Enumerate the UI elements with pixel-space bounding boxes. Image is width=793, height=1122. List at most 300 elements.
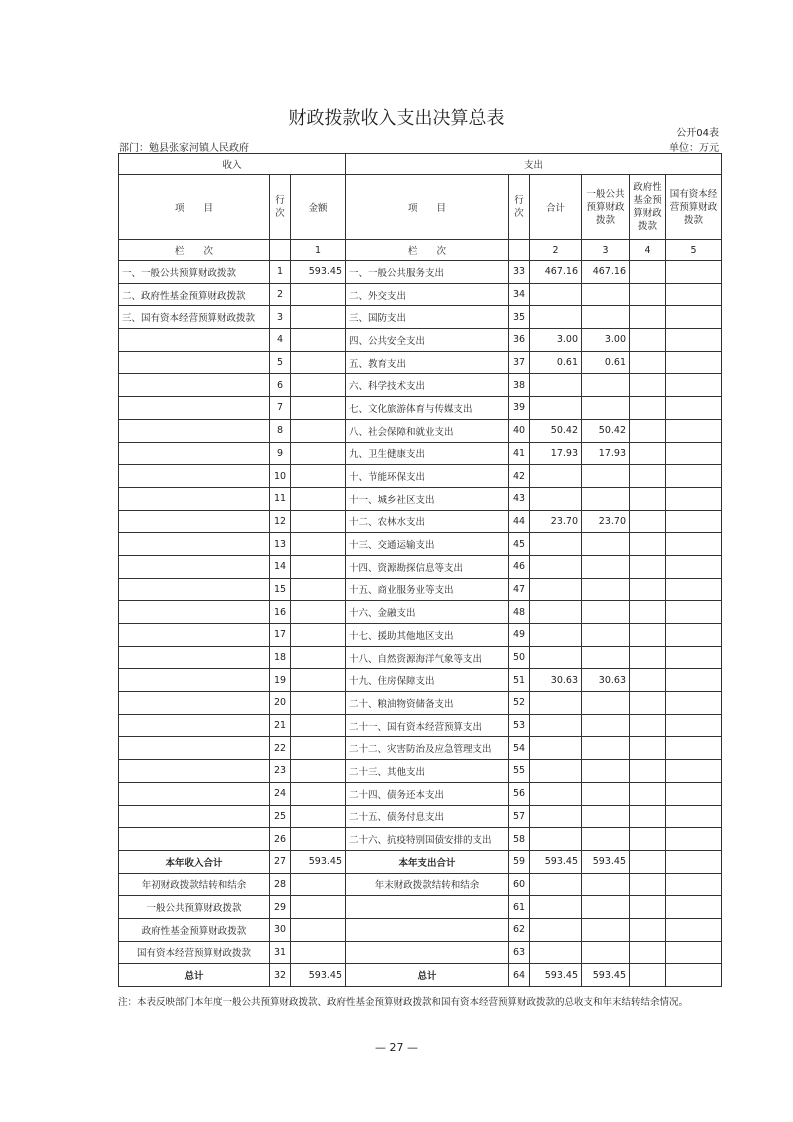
state-capital-cell: [666, 578, 722, 601]
gov-fund-header: 政府性基金预算财政拨款: [630, 175, 666, 240]
table-row: [119, 487, 722, 510]
general-budget-cell: [582, 465, 630, 488]
income-item-cell: [119, 374, 270, 397]
income-amount-cell: [291, 397, 346, 420]
income-amount-cell: 593.45: [291, 850, 346, 873]
table-row: [119, 374, 722, 397]
expense-item-cell: 六、科学技术支出: [346, 374, 509, 397]
page-number: — 27 —: [375, 1041, 418, 1054]
state-capital-cell: [666, 329, 722, 352]
page-title: 财政拨款收入支出决算总表: [288, 108, 505, 129]
income-amount-cell: [291, 601, 346, 624]
general-budget-cell: [582, 896, 630, 919]
general-budget-cell: [582, 283, 630, 306]
table-row: [119, 329, 722, 352]
expense-line-cell: 39: [509, 397, 530, 420]
income-amount-cell: [291, 941, 346, 964]
state-capital-cell: [666, 465, 722, 488]
state-capital-cell: [666, 692, 722, 715]
state-capital-cell: [666, 306, 722, 329]
income-amount-cell: [291, 351, 346, 374]
income-line-cell: 2: [270, 283, 291, 306]
state-capital-cell: [666, 419, 722, 442]
income-line-cell: 9: [270, 442, 291, 465]
gov-fund-cell: [630, 465, 666, 488]
income-line-cell: 20: [270, 692, 291, 715]
summary-row: [119, 964, 722, 987]
expense-item-cell: 十七、援助其他地区支出: [346, 624, 509, 647]
gov-fund-cell: [630, 374, 666, 397]
income-line-cell: 23: [270, 760, 291, 783]
income-col-label: 栏 次: [119, 240, 270, 261]
total-cell: [530, 283, 582, 306]
expense-line-cell: 58: [509, 828, 530, 851]
income-amount-cell: [291, 533, 346, 556]
total-cell: [530, 646, 582, 669]
general-budget-cell: [582, 737, 630, 760]
expense-line-cell: 33: [509, 261, 530, 284]
income-amount-cell: [291, 578, 346, 601]
gov-fund-cell: [630, 828, 666, 851]
state-capital-cell: [666, 782, 722, 805]
income-amount-cell: [291, 714, 346, 737]
income-line-cell: 32: [270, 964, 291, 987]
income-amount-cell: [291, 442, 346, 465]
income-amount-cell: [291, 419, 346, 442]
state-capital-cell: [666, 873, 722, 896]
expense-item-cell: 总计: [346, 964, 509, 987]
general-budget-cell: [582, 624, 630, 647]
income-item-cell: 政府性基金预算财政拨款: [119, 918, 270, 941]
gov-fund-cell: [630, 714, 666, 737]
income-amount-cell: [291, 487, 346, 510]
form-number: 公开04表: [676, 128, 719, 139]
general-budget-cell: [582, 760, 630, 783]
total-cell: [530, 533, 582, 556]
income-line-cell: 24: [270, 782, 291, 805]
expense-item-cell: 十八、自然资源海洋气象等支出: [346, 646, 509, 669]
gov-fund-cell: [630, 601, 666, 624]
expense-line-cell: 59: [509, 850, 530, 873]
gov-fund-cell: [630, 351, 666, 374]
income-line-cell: 27: [270, 850, 291, 873]
income-line-cell: 29: [270, 896, 291, 919]
expense-item-cell: 二十四、债务还本支出: [346, 782, 509, 805]
income-amount-cell: [291, 896, 346, 919]
general-budget-cell: [582, 397, 630, 420]
general-budget-cell: [582, 714, 630, 737]
general-budget-cell: [582, 487, 630, 510]
income-amount-cell: [291, 510, 346, 533]
income-line-cell: 4: [270, 329, 291, 352]
income-line-cell: 10: [270, 465, 291, 488]
state-capital-cell: [666, 442, 722, 465]
expense-item-cell: [346, 896, 509, 919]
general-budget-cell: [582, 692, 630, 715]
total-cell: [530, 918, 582, 941]
income-amount-cell: [291, 692, 346, 715]
income-amount-cell: [291, 873, 346, 896]
expense-line-cell: 48: [509, 601, 530, 624]
general-budget-cell: [582, 941, 630, 964]
income-item-cell: [119, 714, 270, 737]
expense-item-cell: 七、文化旅游体育与传媒支出: [346, 397, 509, 420]
income-item-cell: [119, 397, 270, 420]
total-cell: 0.61: [530, 351, 582, 374]
col-5-label: 5: [666, 240, 722, 261]
income-line-cell: 26: [270, 828, 291, 851]
total-cell: [530, 555, 582, 578]
table-row: [119, 601, 722, 624]
gov-fund-cell: [630, 782, 666, 805]
income-amount-cell: [291, 805, 346, 828]
expense-item-cell: 十二、农林水支出: [346, 510, 509, 533]
state-capital-cell: [666, 850, 722, 873]
income-item-cell: 总计: [119, 964, 270, 987]
expense-line-cell: 56: [509, 782, 530, 805]
income-item-cell: [119, 646, 270, 669]
income-item-cell: 年初财政拨款结转和结余: [119, 873, 270, 896]
state-capital-cell: [666, 283, 722, 306]
state-capital-cell: [666, 533, 722, 556]
col-3-label: 3: [582, 240, 630, 261]
state-capital-cell: [666, 487, 722, 510]
total-cell: [530, 737, 582, 760]
general-budget-cell: [582, 918, 630, 941]
income-amount-cell: [291, 306, 346, 329]
total-cell: [530, 487, 582, 510]
income-item-cell: 三、国有资本经营预算财政拨款: [119, 306, 270, 329]
gov-fund-cell: [630, 760, 666, 783]
expense-item-cell: 十三、交通运输支出: [346, 533, 509, 556]
expense-line-cell: 60: [509, 873, 530, 896]
general-budget-cell: [582, 533, 630, 556]
expense-item-cell: 一、一般公共服务支出: [346, 261, 509, 284]
income-amount-cell: [291, 329, 346, 352]
expense-item-cell: 二十一、国有资本经营预算支出: [346, 714, 509, 737]
income-line-cell: 7: [270, 397, 291, 420]
income-amount-cell: [291, 283, 346, 306]
table-row: [119, 442, 722, 465]
state-capital-cell: [666, 828, 722, 851]
expense-line-cell: 61: [509, 896, 530, 919]
income-amount-cell: 593.45: [291, 261, 346, 284]
state-capital-cell: [666, 669, 722, 692]
income-amount-cell: [291, 646, 346, 669]
income-header: 收入: [119, 154, 346, 175]
table-row: [119, 714, 722, 737]
income-item-cell: 本年收入合计: [119, 850, 270, 873]
table-row: [119, 669, 722, 692]
general-budget-cell: 3.00: [582, 329, 630, 352]
income-item-cell: [119, 578, 270, 601]
income-item-cell: [119, 419, 270, 442]
income-item-cell: 一、一般公共预算财政拨款: [119, 261, 270, 284]
state-capital-cell: [666, 918, 722, 941]
gov-fund-cell: [630, 533, 666, 556]
total-cell: 17.93: [530, 442, 582, 465]
general-budget-cell: [582, 306, 630, 329]
state-capital-cell: [666, 510, 722, 533]
state-capital-cell: [666, 624, 722, 647]
state-capital-cell: [666, 896, 722, 919]
income-line-cell: 21: [270, 714, 291, 737]
unit-label: 单位：万元: [669, 143, 719, 154]
income-line-cell: 30: [270, 918, 291, 941]
expense-item-cell: 十九、住房保障支出: [346, 669, 509, 692]
expense-line-cell: 46: [509, 555, 530, 578]
total-cell: [530, 306, 582, 329]
general-budget-cell: 23.70: [582, 510, 630, 533]
gov-fund-cell: [630, 737, 666, 760]
table-row: [119, 782, 722, 805]
col-4-label: 4: [630, 240, 666, 261]
expense-line-cell: 54: [509, 737, 530, 760]
income-item-cell: [119, 533, 270, 556]
total-cell: [530, 601, 582, 624]
table-row: [119, 510, 722, 533]
income-line-cell: 28: [270, 873, 291, 896]
state-capital-cell: [666, 601, 722, 624]
income-line-cell: 8: [270, 419, 291, 442]
income-line-cell: 16: [270, 601, 291, 624]
state-capital-cell: [666, 646, 722, 669]
income-amount-cell: [291, 624, 346, 647]
total-cell: [530, 624, 582, 647]
total-cell: [530, 782, 582, 805]
table-row: [119, 351, 722, 374]
expense-line-cell: 53: [509, 714, 530, 737]
table-row: [119, 419, 722, 442]
total-header: 合计: [530, 175, 582, 240]
income-line-cell: 25: [270, 805, 291, 828]
table-row: [119, 261, 722, 284]
general-budget-cell: 0.61: [582, 351, 630, 374]
table-row: [119, 828, 722, 851]
total-cell: [530, 714, 582, 737]
gov-fund-cell: [630, 941, 666, 964]
income-line-cell: 3: [270, 306, 291, 329]
expense-line-cell: 36: [509, 329, 530, 352]
expense-line-cell: 34: [509, 283, 530, 306]
table-note: 注：本表反映部门本年度一般公共预算财政拨款、政府性基金预算财政拨款和国有资本经营预算财政拨款的总收支和年末结转结余情况。: [118, 997, 689, 1008]
expense-item-header: 项 目: [346, 175, 509, 240]
gov-fund-cell: [630, 487, 666, 510]
table-row: [119, 578, 722, 601]
expense-line-cell: 50: [509, 646, 530, 669]
gov-fund-cell: [630, 873, 666, 896]
expense-line-cell: 35: [509, 306, 530, 329]
income-amount-cell: [291, 918, 346, 941]
income-item-cell: [119, 624, 270, 647]
table-row: [119, 646, 722, 669]
income-line-cell: 17: [270, 624, 291, 647]
expense-item-cell: 二十、粮油物资储备支出: [346, 692, 509, 715]
income-line-cell: 6: [270, 374, 291, 397]
expense-item-cell: [346, 941, 509, 964]
income-item-cell: 国有资本经营预算财政拨款: [119, 941, 270, 964]
expense-line-cell: 43: [509, 487, 530, 510]
total-cell: 593.45: [530, 850, 582, 873]
expense-line-cell: 64: [509, 964, 530, 987]
gov-fund-cell: [630, 442, 666, 465]
summary-row: [119, 918, 722, 941]
income-line-cell: 1: [270, 261, 291, 284]
gov-fund-cell: [630, 896, 666, 919]
income-item-cell: [119, 487, 270, 510]
total-cell: [530, 873, 582, 896]
col-1-label: 1: [291, 240, 346, 261]
state-capital-cell: [666, 351, 722, 374]
total-cell: [530, 896, 582, 919]
total-cell: 30.63: [530, 669, 582, 692]
income-item-header: 项 目: [119, 175, 270, 240]
state-capital-cell: [666, 555, 722, 578]
expense-line-col-label: [509, 240, 530, 261]
income-amount-cell: 593.45: [291, 964, 346, 987]
budget-summary-table: [118, 153, 722, 987]
gov-fund-cell: [630, 964, 666, 987]
expense-item-cell: 四、公共安全支出: [346, 329, 509, 352]
expense-line-cell: 41: [509, 442, 530, 465]
expense-line-cell: 42: [509, 465, 530, 488]
expense-item-cell: 年末财政拨款结转和结余: [346, 873, 509, 896]
income-line-cell: 22: [270, 737, 291, 760]
total-cell: [530, 941, 582, 964]
general-budget-cell: [582, 782, 630, 805]
expense-col-label: 栏 次: [346, 240, 509, 261]
expense-header: 支出: [346, 154, 722, 175]
expense-line-cell: 47: [509, 578, 530, 601]
income-line-header: 行次: [270, 175, 291, 240]
table-row: [119, 397, 722, 420]
general-budget-cell: [582, 873, 630, 896]
table-row: [119, 805, 722, 828]
table-row: [119, 624, 722, 647]
total-cell: [530, 760, 582, 783]
total-cell: [530, 805, 582, 828]
state-capital-cell: [666, 397, 722, 420]
general-budget-cell: 17.93: [582, 442, 630, 465]
general-budget-cell: 593.45: [582, 964, 630, 987]
gov-fund-cell: [630, 261, 666, 284]
general-budget-cell: [582, 601, 630, 624]
total-cell: 50.42: [530, 419, 582, 442]
expense-item-cell: 二十三、其他支出: [346, 760, 509, 783]
expense-line-cell: 38: [509, 374, 530, 397]
income-item-cell: [119, 351, 270, 374]
total-cell: 3.00: [530, 329, 582, 352]
state-capital-cell: [666, 374, 722, 397]
income-item-cell: [119, 737, 270, 760]
state-capital-cell: [666, 714, 722, 737]
expense-line-cell: 63: [509, 941, 530, 964]
total-cell: [530, 465, 582, 488]
income-item-cell: [119, 601, 270, 624]
gov-fund-cell: [630, 692, 666, 715]
general-budget-cell: [582, 578, 630, 601]
state-capital-cell: [666, 805, 722, 828]
total-cell: [530, 397, 582, 420]
income-line-cell: 11: [270, 487, 291, 510]
state-capital-cell: [666, 964, 722, 987]
gov-fund-cell: [630, 555, 666, 578]
income-item-cell: [119, 465, 270, 488]
expense-line-cell: 37: [509, 351, 530, 374]
income-line-col-label: [270, 240, 291, 261]
general-budget-cell: 50.42: [582, 419, 630, 442]
table-row: [119, 533, 722, 556]
table-row: [119, 737, 722, 760]
gov-fund-cell: [630, 419, 666, 442]
expense-item-cell: 十五、商业服务业等支出: [346, 578, 509, 601]
expense-item-cell: 五、教育支出: [346, 351, 509, 374]
income-item-cell: [119, 555, 270, 578]
income-item-cell: 二、政府性基金预算财政拨款: [119, 283, 270, 306]
income-line-cell: 31: [270, 941, 291, 964]
expense-line-cell: 45: [509, 533, 530, 556]
gov-fund-cell: [630, 624, 666, 647]
gov-fund-cell: [630, 306, 666, 329]
table-row: [119, 760, 722, 783]
general-budget-cell: [582, 805, 630, 828]
expense-line-header: 行次: [509, 175, 530, 240]
income-amount-cell: [291, 760, 346, 783]
expense-line-cell: 49: [509, 624, 530, 647]
gov-fund-cell: [630, 510, 666, 533]
income-line-cell: 14: [270, 555, 291, 578]
gov-fund-cell: [630, 850, 666, 873]
income-line-cell: 19: [270, 669, 291, 692]
expense-item-cell: 十六、金融支出: [346, 601, 509, 624]
total-cell: [530, 828, 582, 851]
gov-fund-cell: [630, 646, 666, 669]
expense-item-cell: [346, 918, 509, 941]
summary-row: [119, 873, 722, 896]
expense-item-cell: 八、社会保障和就业支出: [346, 419, 509, 442]
expense-line-cell: 40: [509, 419, 530, 442]
total-cell: 467.16: [530, 261, 582, 284]
gov-fund-cell: [630, 805, 666, 828]
total-cell: 23.70: [530, 510, 582, 533]
income-amount-cell: [291, 555, 346, 578]
expense-item-cell: 十四、资源勘探信息等支出: [346, 555, 509, 578]
income-line-cell: 15: [270, 578, 291, 601]
summary-row: [119, 850, 722, 873]
income-item-cell: [119, 669, 270, 692]
income-item-cell: [119, 510, 270, 533]
expense-line-cell: 62: [509, 918, 530, 941]
gov-fund-cell: [630, 283, 666, 306]
income-item-cell: [119, 782, 270, 805]
total-cell: [530, 692, 582, 715]
income-amount-cell: [291, 737, 346, 760]
col-2-label: 2: [530, 240, 582, 261]
expense-line-cell: 44: [509, 510, 530, 533]
total-cell: [530, 578, 582, 601]
gov-fund-cell: [630, 329, 666, 352]
total-cell: [530, 374, 582, 397]
income-line-cell: 18: [270, 646, 291, 669]
income-amount-header: 金额: [291, 175, 346, 240]
state-capital-cell: [666, 261, 722, 284]
expense-line-cell: 52: [509, 692, 530, 715]
general-budget-cell: [582, 828, 630, 851]
general-budget-cell: [582, 374, 630, 397]
expense-item-cell: 二十六、抗疫特别国债安排的支出: [346, 828, 509, 851]
income-amount-cell: [291, 828, 346, 851]
general-budget-cell: [582, 555, 630, 578]
